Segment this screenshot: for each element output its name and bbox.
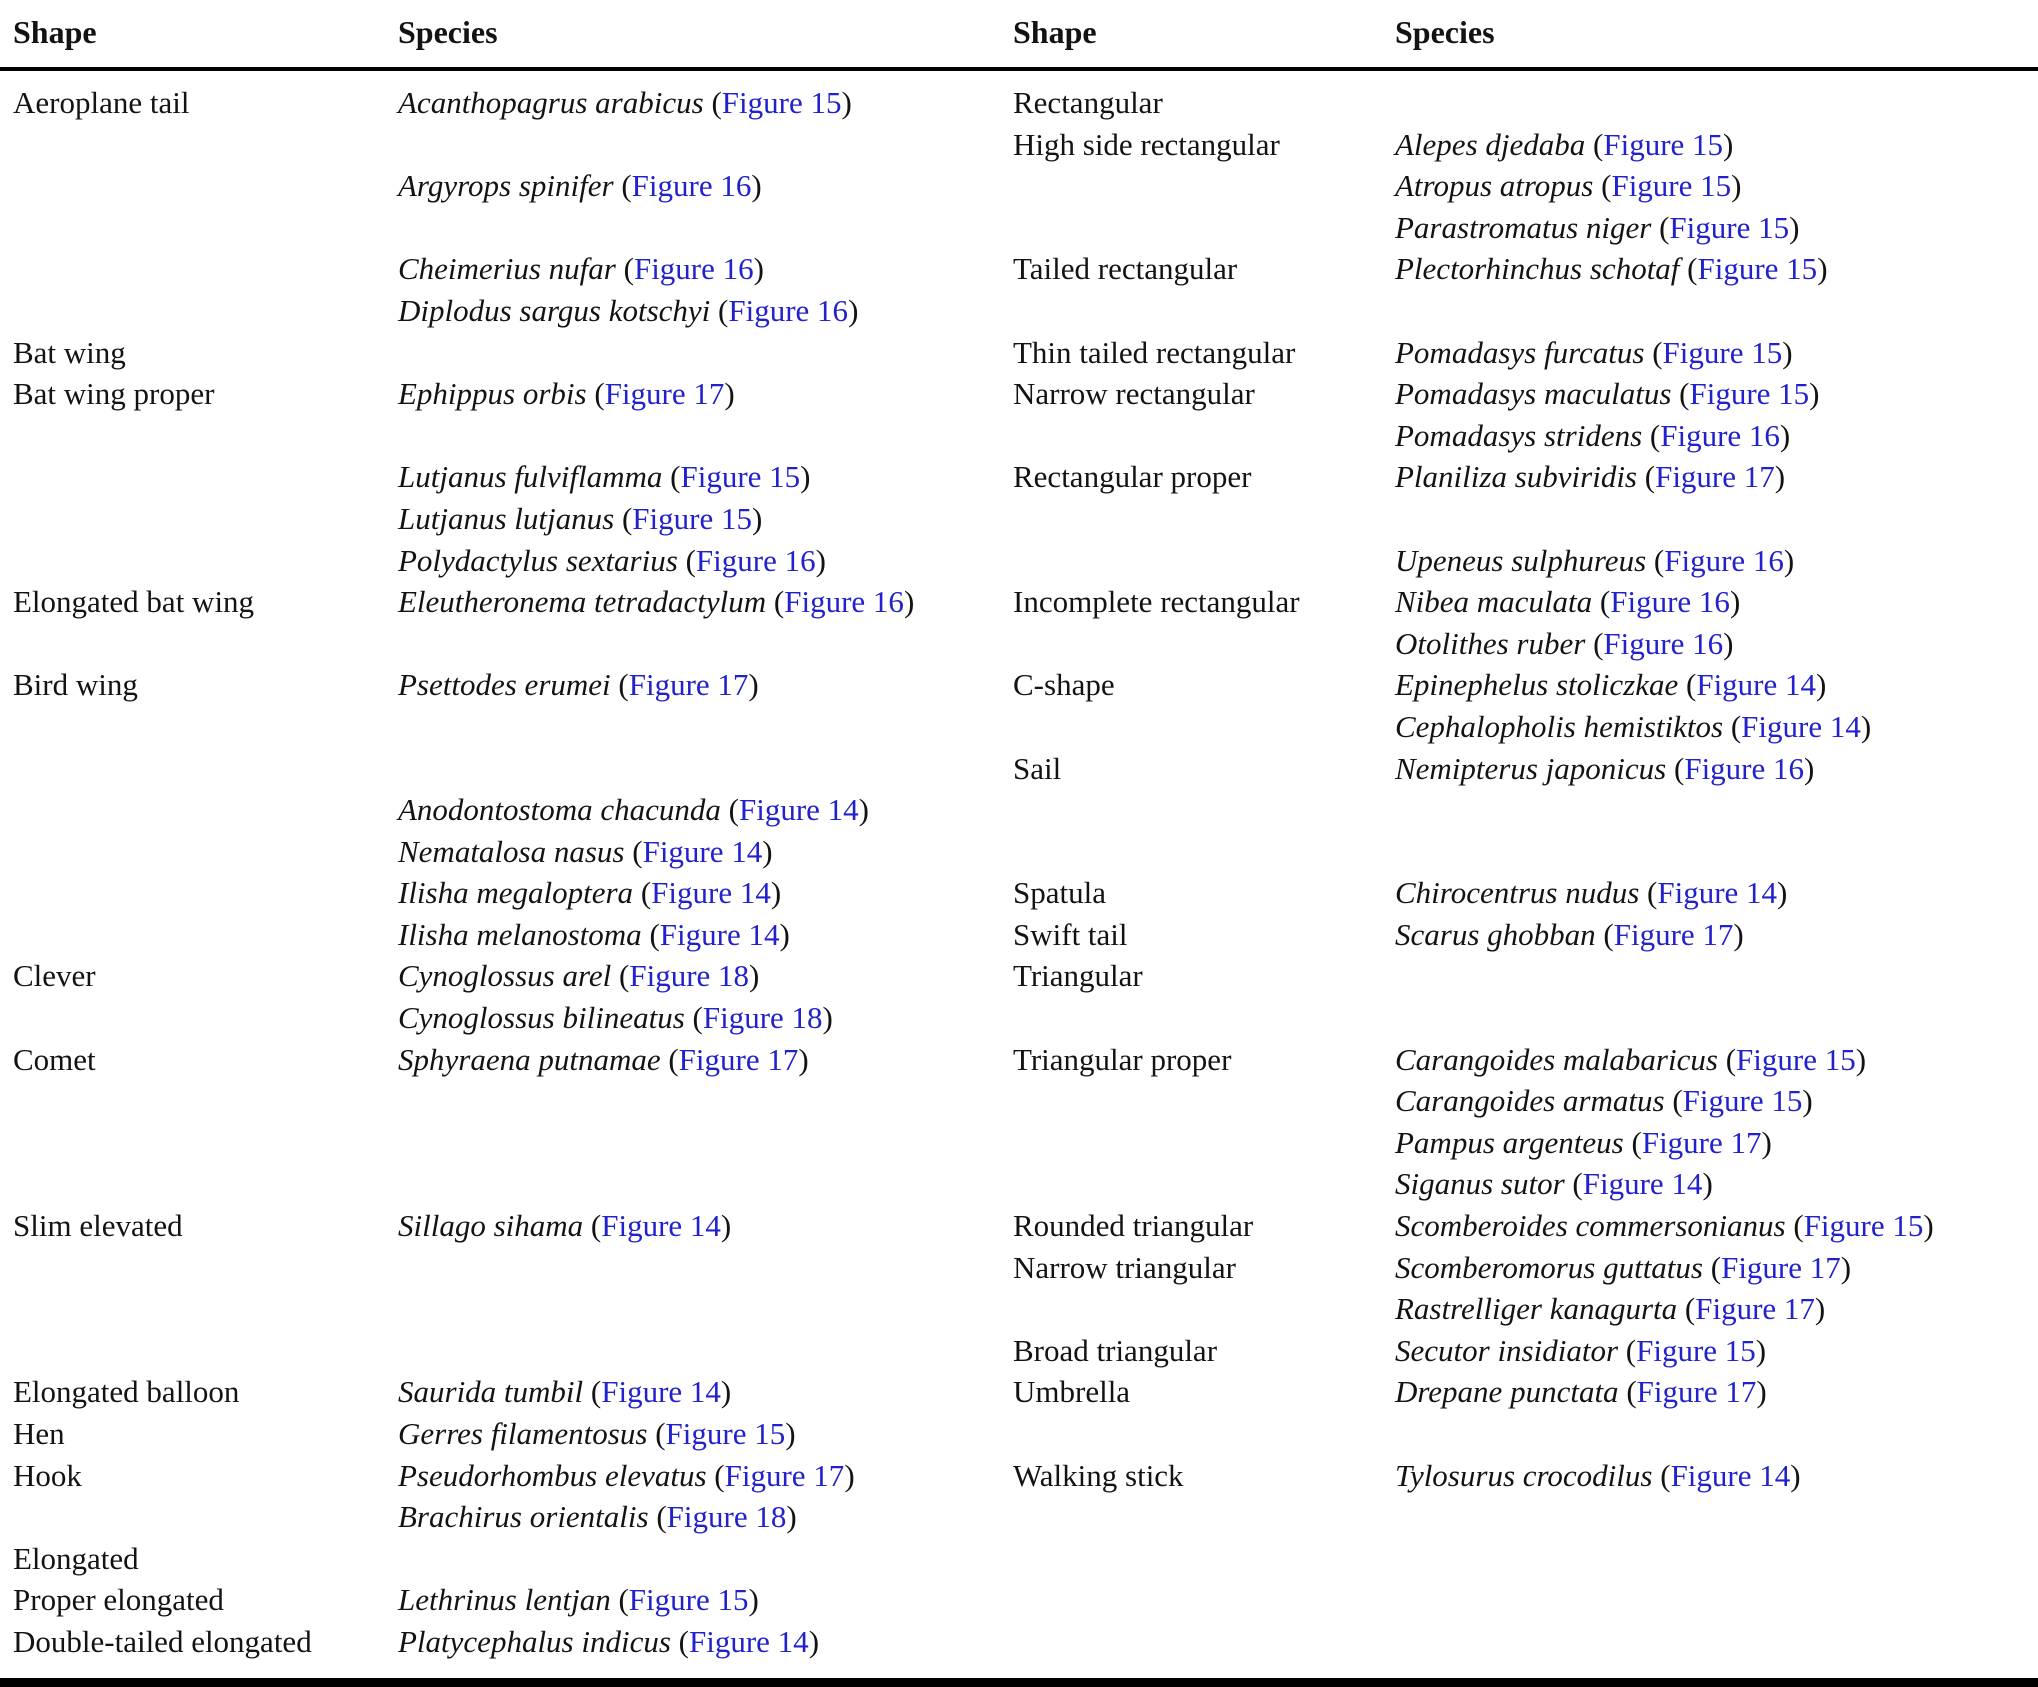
species-cell (1395, 69, 2038, 124)
shape-cell (1013, 789, 1395, 831)
table-row (0, 124, 2038, 166)
shape-cell: Rectangular proper (1013, 459, 1252, 495)
species-name: Plectorhinchus schotaf (1395, 251, 1680, 287)
shape-cell: Tailed rectangular (1013, 251, 1238, 287)
species-name: Parastromatus niger (1395, 209, 1652, 245)
shape-cell (1013, 1122, 1395, 1164)
species-cell: Otolithes ruber (Figure 16) (1395, 625, 1734, 661)
species-cell (1395, 955, 2038, 997)
figure-link[interactable]: Figure 15 (1611, 168, 1732, 204)
table-row (0, 623, 2038, 665)
shape-cell (1013, 623, 1395, 665)
figure-link[interactable]: Figure 16 (1603, 625, 1724, 661)
shape-cell: Triangular proper (1013, 1041, 1232, 1077)
species-cell: Nematalosa nasus (Figure 14) (398, 833, 773, 869)
species-cell: Ilisha melanostoma (Figure 14) (398, 916, 790, 952)
shape-cell (1013, 831, 1395, 873)
shape-cell: Double-tailed elongated (13, 1623, 312, 1659)
species-cell: Psettodes erumei (Figure 17) (398, 667, 759, 703)
species-cell: Sphyraena putnamae (Figure 17) (398, 1041, 809, 1077)
figure-link[interactable]: Figure 15 (1636, 1332, 1756, 1368)
species-cell (1395, 1413, 2038, 1455)
species-cell: Tylosurus crocodilus (Figure 14) (1395, 1457, 1801, 1493)
species-cell: Diplodus sargus kotschyi (Figure 16) (398, 292, 859, 328)
shape-cell (0, 290, 398, 332)
figure-link[interactable]: Figure 17 (678, 1041, 799, 1077)
species-cell: Gerres filamentosus (Figure 15) (398, 1416, 796, 1451)
species-name: Scarus ghobban (1395, 916, 1596, 952)
figure-link[interactable]: Figure 14 (642, 833, 763, 869)
species-cell: Polydactylus sextarius (Figure 16) (398, 542, 826, 578)
species-name: Sphyraena putnamae (398, 1041, 661, 1077)
table-row (0, 165, 2038, 207)
shape-cell (1013, 1288, 1395, 1330)
species-cell: Epinephelus stoliczkae (Figure 14) (1395, 667, 1827, 703)
figure-link[interactable]: Figure 15 (1697, 251, 1818, 287)
species-name: Upeneus sulphureus (1395, 542, 1647, 578)
species-name: Otolithes ruber (1395, 625, 1586, 661)
shape-cell (1013, 1579, 1395, 1621)
table-row (0, 831, 2038, 873)
species-cell: Chirocentrus nudus (Figure 14) (1395, 875, 1788, 911)
shape-cell (0, 706, 398, 748)
figure-link[interactable]: Figure 16 (728, 292, 849, 328)
shape-cell: Elongated (13, 1540, 139, 1576)
table-row (0, 1621, 2038, 1663)
species-cell (1395, 1538, 2038, 1580)
figure-link[interactable]: Figure 16 (633, 251, 754, 287)
table-row (0, 914, 2038, 956)
table-row (0, 290, 2038, 332)
species-cell (398, 1122, 1013, 1164)
species-cell (1395, 831, 2038, 873)
shape-cell: Elongated balloon (13, 1374, 240, 1410)
table-row (0, 1039, 2038, 1081)
shape-cell (1013, 997, 1395, 1039)
figure-link[interactable]: Figure 15 (1689, 376, 1810, 412)
species-cell: Alepes djedaba (Figure 15) (1395, 126, 1734, 162)
species-cell: Plectorhinchus schotaf (Figure 15) (1395, 251, 1828, 287)
shape-cell (1013, 1538, 1395, 1580)
species-name: Nematalosa nasus (398, 833, 625, 869)
species-name: Pseudorhombus elevatus (398, 1457, 707, 1493)
figure-link[interactable]: Figure 18 (702, 1000, 823, 1036)
species-name: Brachirus orientalis (398, 1499, 649, 1535)
figure-link[interactable]: Figure 15 (1736, 1041, 1856, 1077)
species-cell: Acanthopagrus arabicus (Figure 15) (398, 85, 852, 120)
species-name: Scomberomorus guttatus (1395, 1249, 1703, 1285)
figure-link[interactable]: Figure 15 (1669, 209, 1790, 245)
species-cell: Ilisha megaloptera (Figure 14) (398, 875, 782, 911)
shape-cell (1013, 415, 1395, 457)
shape-cell (0, 415, 398, 457)
figure-link[interactable]: Figure 16 (1660, 417, 1780, 453)
species-cell: Scomberoides commersonianus (Figure 15) (1395, 1208, 1934, 1244)
species-cell: Upeneus sulphureus (Figure 16) (1395, 542, 1795, 578)
table-row (0, 1496, 2038, 1538)
species-cell: Anodontostoma chacunda (Figure 14) (398, 792, 869, 828)
figure-link[interactable]: Figure 15 (721, 85, 842, 120)
species-cell: Pomadasys maculatus (Figure 15) (1395, 376, 1820, 412)
shape-cell: Incomplete rectangular (1013, 584, 1300, 620)
species-name: Drepane punctata (1395, 1374, 1619, 1410)
figure-link[interactable]: Figure 16 (695, 542, 816, 578)
shape-cell: Narrow triangular (1013, 1249, 1236, 1285)
table-row (0, 955, 2038, 997)
figure-link[interactable]: Figure 14 (651, 875, 771, 911)
table-row (0, 69, 2038, 124)
species-cell (1395, 498, 2038, 540)
shape-cell: Rounded triangular (1013, 1208, 1254, 1244)
species-cell: Lutjanus lutjanus (Figure 15) (398, 500, 763, 536)
species-cell (398, 1247, 1013, 1289)
species-name: Ephippus orbis (398, 376, 587, 412)
table-row (0, 1371, 2038, 1413)
species-cell (398, 124, 1013, 166)
shape-cell: Bat wing proper (13, 376, 215, 412)
shape-cell (0, 997, 398, 1039)
table-row (0, 1288, 2038, 1330)
species-cell: Brachirus orientalis (Figure 18) (398, 1499, 797, 1535)
table-row (0, 748, 2038, 790)
table-row (0, 1455, 2038, 1497)
species-cell: Argyrops spinifer (Figure 16) (398, 168, 762, 204)
figure-link[interactable]: Figure 15 (1682, 1083, 1803, 1119)
figure-link[interactable]: Figure 18 (666, 1499, 787, 1535)
species-name: Saurida tumbil (398, 1374, 584, 1410)
species-cell: Sillago sihama (Figure 14) (398, 1208, 732, 1244)
species-cell: Rastrelliger kanagurta (Figure 17) (1395, 1291, 1826, 1327)
table-row (0, 872, 2038, 914)
shape-cell: Hook (13, 1457, 82, 1493)
species-cell: Carangoides malabaricus (Figure 15) (1395, 1041, 1867, 1077)
species-name: Platycephalus indicus (398, 1623, 671, 1659)
shape-cell (1013, 1621, 1395, 1663)
shape-cell (0, 1496, 398, 1538)
species-cell: Siganus sutor (Figure 14) (1395, 1166, 1713, 1202)
figure-link[interactable]: Figure 17 (724, 1457, 845, 1493)
species-name: Anodontostoma chacunda (398, 792, 721, 828)
column-header-shape-left: Shape (0, 0, 398, 69)
species-cell (1395, 789, 2038, 831)
species-cell: Saurida tumbil (Figure 14) (398, 1374, 732, 1410)
shape-cell: Spatula (1013, 875, 1106, 911)
species-cell: Scarus ghobban (Figure 17) (1395, 916, 1744, 952)
species-name: Lutjanus lutjanus (398, 500, 615, 536)
shape-cell (0, 1163, 398, 1205)
species-name: Pomadasys maculatus (1395, 376, 1672, 412)
figure-link[interactable]: Figure 14 (689, 1623, 809, 1659)
shape-cell (0, 914, 398, 956)
shape-cell: Triangular (1013, 958, 1143, 994)
shape-cell (0, 1080, 398, 1122)
shape-cell: Bat wing (13, 334, 126, 370)
species-name: Psettodes erumei (398, 667, 611, 703)
shape-cell: Bird wing (13, 667, 138, 703)
shape-cell: Umbrella (1013, 1374, 1131, 1410)
figure-link[interactable]: Figure 17 (628, 667, 749, 703)
shape-cell (0, 248, 398, 290)
table-row (0, 207, 2038, 249)
table-row (0, 1247, 2038, 1289)
figure-link[interactable]: Figure 16 (631, 168, 752, 204)
figure-link[interactable]: Figure 14 (1582, 1166, 1703, 1202)
species-name: Diplodus sargus kotschyi (398, 292, 711, 328)
shape-cell (0, 872, 398, 914)
species-name: Cheimerius nufar (398, 251, 616, 287)
species-cell (398, 1080, 1013, 1122)
species-name: Cynoglossus arel (398, 958, 612, 994)
figure-link[interactable]: Figure 14 (1741, 708, 1861, 744)
species-cell (398, 748, 1013, 790)
shape-cell (1013, 1496, 1395, 1538)
shape-cell (0, 789, 398, 831)
shape-cell (0, 540, 398, 582)
shape-cell (1013, 1080, 1395, 1122)
figure-link[interactable]: Figure 14 (601, 1374, 721, 1410)
table-row (0, 498, 2038, 540)
species-cell: Cynoglossus bilineatus (Figure 18) (398, 1000, 833, 1036)
table-row (0, 456, 2038, 498)
figure-link[interactable]: Figure 17 (604, 376, 725, 412)
species-cell (398, 332, 1013, 374)
table-row (0, 1205, 2038, 1247)
species-name: Tylosurus crocodilus (1395, 1457, 1653, 1493)
shape-cell (0, 1122, 398, 1164)
species-name: Atropus atropus (1395, 168, 1594, 204)
species-cell: Lutjanus fulviflamma (Figure 15) (398, 459, 811, 495)
shape-cell (1013, 165, 1395, 207)
table-row (0, 373, 2038, 415)
shape-cell: Clever (13, 958, 96, 994)
shape-cell (1013, 1413, 1395, 1455)
species-name: Pampus argenteus (1395, 1124, 1624, 1160)
shape-cell: Proper elongated (13, 1582, 224, 1618)
table-row (0, 789, 2038, 831)
figure-link[interactable]: Figure 16 (1684, 750, 1805, 786)
species-cell: Cynoglossus arel (Figure 18) (398, 958, 760, 994)
shape-cell: Rectangular (1013, 85, 1163, 120)
species-cell (398, 1288, 1013, 1330)
shape-cell: Aeroplane tail (13, 85, 190, 120)
shape-cell (1013, 498, 1395, 540)
species-cell: Cephalopholis hemistiktos (Figure 14) (1395, 708, 1872, 744)
species-cell: Ephippus orbis (Figure 17) (398, 376, 735, 412)
species-name: Carangoides armatus (1395, 1083, 1665, 1119)
figure-link[interactable]: Figure 15 (1603, 126, 1724, 162)
species-cell: Planiliza subviridis (Figure 17) (1395, 459, 1786, 495)
species-cell (1395, 1496, 2038, 1538)
table-row (0, 540, 2038, 582)
species-name: Siganus sutor (1395, 1166, 1565, 1202)
species-cell: Eleutheronema tetradactylum (Figure 16) (398, 584, 915, 620)
species-name: Cynoglossus bilineatus (398, 1000, 685, 1036)
figure-link[interactable]: Figure 15 (1662, 334, 1783, 370)
figure-link[interactable]: Figure 15 (665, 1416, 786, 1451)
species-name: Planiliza subviridis (1395, 459, 1637, 495)
figure-link[interactable]: Figure 16 (1610, 584, 1730, 620)
figure-link[interactable]: Figure 14 (601, 1208, 721, 1244)
species-cell: Cheimerius nufar (Figure 16) (398, 251, 764, 287)
table-row (0, 1579, 2038, 1621)
species-name: Gerres filamentosus (398, 1416, 648, 1451)
species-cell: Drepane punctata (Figure 17) (1395, 1374, 1767, 1410)
species-cell: Pomadasys furcatus (Figure 15) (1395, 334, 1793, 370)
species-cell: Atropus atropus (Figure 15) (1395, 168, 1742, 204)
shape-cell (1013, 540, 1395, 582)
species-name: Carangoides malabaricus (1395, 1041, 1718, 1077)
shape-cell (0, 1288, 398, 1330)
table-row (0, 997, 2038, 1039)
species-name: Epinephelus stoliczkae (1395, 667, 1679, 703)
figure-link[interactable]: Figure 15 (628, 1582, 749, 1618)
figure-link[interactable]: Figure 17 (1636, 1374, 1757, 1410)
figure-link[interactable]: Figure 17 (1655, 459, 1775, 495)
shape-cell: Narrow rectangular (1013, 376, 1255, 412)
species-cell (398, 706, 1013, 748)
figure-link[interactable]: Figure 14 (738, 792, 859, 828)
species-cell (398, 1163, 1013, 1205)
shape-cell (0, 124, 398, 166)
figure-link[interactable]: Figure 17 (1641, 1124, 1762, 1160)
species-cell (398, 207, 1013, 249)
shape-cell (0, 1330, 398, 1372)
table-row (0, 332, 2038, 374)
species-name: Sillago sihama (398, 1208, 584, 1244)
shape-cell (1013, 706, 1395, 748)
column-header-species-left: Species (398, 0, 1013, 69)
table-row (0, 1413, 2038, 1455)
figure-link[interactable]: Figure 15 (1803, 1208, 1924, 1244)
species-cell (398, 1538, 1013, 1580)
species-cell (398, 623, 1013, 665)
figure-link[interactable]: Figure 14 (1657, 875, 1778, 911)
shape-cell: Hen (13, 1416, 65, 1451)
shape-cell: Slim elevated (13, 1208, 183, 1244)
shape-cell (0, 748, 398, 790)
species-name: Ilisha megaloptera (398, 875, 634, 911)
species-cell: Pseudorhombus elevatus (Figure 17) (398, 1457, 855, 1493)
table-row (0, 248, 2038, 290)
species-name: Eleutheronema tetradactylum (398, 584, 767, 620)
species-cell (1395, 290, 2038, 332)
table-row (0, 706, 2038, 748)
figure-link[interactable]: Figure 16 (1664, 542, 1784, 578)
figure-link[interactable]: Figure 18 (629, 958, 750, 994)
shape-cell (0, 1247, 398, 1289)
species-name: Acanthopagrus arabicus (398, 85, 704, 120)
figure-link[interactable]: Figure 16 (784, 584, 904, 620)
table-row (0, 1330, 2038, 1372)
shape-cell (0, 831, 398, 873)
species-name: Secutor insidiator (1395, 1332, 1619, 1368)
figure-link[interactable]: Figure 17 (1613, 916, 1734, 952)
header-row (0, 0, 2038, 69)
figure-link[interactable]: Figure 14 (1670, 1457, 1791, 1493)
species-cell (398, 1330, 1013, 1372)
figure-link[interactable]: Figure 17 (1695, 1291, 1815, 1327)
shape-cell: C-shape (1013, 667, 1115, 703)
species-cell (1395, 1621, 2038, 1663)
species-cell: Secutor insidiator (Figure 15) (1395, 1332, 1767, 1368)
shape-cell: Thin tailed rectangular (1013, 334, 1296, 370)
shape-cell: Comet (13, 1041, 96, 1077)
species-name: Cephalopholis hemistiktos (1395, 708, 1724, 744)
table-bottom-rule (0, 1678, 2038, 1687)
shape-cell: Sail (1013, 750, 1062, 786)
species-cell: Scomberomorus guttatus (Figure 17) (1395, 1249, 1852, 1285)
table-row (0, 415, 2038, 457)
species-name: Pomadasys furcatus (1395, 334, 1645, 370)
shape-cell: Elongated bat wing (13, 584, 255, 620)
species-name: Polydactylus sextarius (398, 542, 678, 578)
species-name: Lethrinus lentjan (398, 1582, 611, 1618)
species-name: Nibea maculata (1395, 584, 1593, 620)
species-cell: Pomadasys stridens (Figure 16) (1395, 417, 1791, 453)
species-cell (1395, 1579, 2038, 1621)
species-name: Pomadasys stridens (1395, 417, 1643, 453)
shape-cell (0, 207, 398, 249)
table-row (0, 1122, 2038, 1164)
species-name: Rastrelliger kanagurta (1395, 1291, 1678, 1327)
shape-cell: High side rectangular (1013, 126, 1280, 162)
species-cell: Nemipterus japonicus (Figure 16) (1395, 750, 1815, 786)
table-row (0, 581, 2038, 623)
species-cell: Carangoides armatus (Figure 15) (1395, 1083, 1813, 1119)
species-cell: Parastromatus niger (Figure 15) (1395, 209, 1800, 245)
shape-cell: Swift tail (1013, 916, 1128, 952)
species-name: Nemipterus japonicus (1395, 750, 1667, 786)
species-name: Argyrops spinifer (398, 168, 614, 204)
species-cell: Pampus argenteus (Figure 17) (1395, 1124, 1772, 1160)
species-cell: Lethrinus lentjan (Figure 15) (398, 1582, 759, 1618)
figure-link[interactable]: Figure 14 (659, 916, 780, 952)
shape-cell (0, 623, 398, 665)
species-name: Alepes djedaba (1395, 126, 1586, 162)
figure-link[interactable]: Figure 14 (1696, 667, 1817, 703)
species-name: Chirocentrus nudus (1395, 875, 1640, 911)
shape-cell (1013, 1163, 1395, 1205)
species-name: Scomberoides commersonianus (1395, 1208, 1786, 1244)
table-row (0, 1163, 2038, 1205)
figure-link[interactable]: Figure 15 (632, 500, 752, 536)
shape-cell: Broad triangular (1013, 1332, 1218, 1368)
shape-cell (1013, 207, 1395, 249)
species-cell (1395, 997, 2038, 1039)
shape-cell (0, 498, 398, 540)
species-cell: Platycephalus indicus (Figure 14) (398, 1623, 820, 1659)
table-body (0, 69, 2038, 1663)
species-name: Lutjanus fulviflamma (398, 459, 663, 495)
column-header-shape-right: Shape (1013, 0, 1395, 69)
species-cell (398, 415, 1013, 457)
table-row (0, 1538, 2038, 1580)
shape-cell (0, 165, 398, 207)
column-header-species-right: Species (1395, 0, 2038, 69)
shape-cell: Walking stick (1013, 1457, 1184, 1493)
figure-link[interactable]: Figure 17 (1721, 1249, 1841, 1285)
table-row (0, 664, 2038, 706)
species-cell: Nibea maculata (Figure 16) (1395, 584, 1741, 620)
table-row (0, 1080, 2038, 1122)
shape-cell (0, 456, 398, 498)
species-name: Ilisha melanostoma (398, 916, 642, 952)
figure-link[interactable]: Figure 15 (680, 459, 801, 495)
shape-cell (1013, 290, 1395, 332)
